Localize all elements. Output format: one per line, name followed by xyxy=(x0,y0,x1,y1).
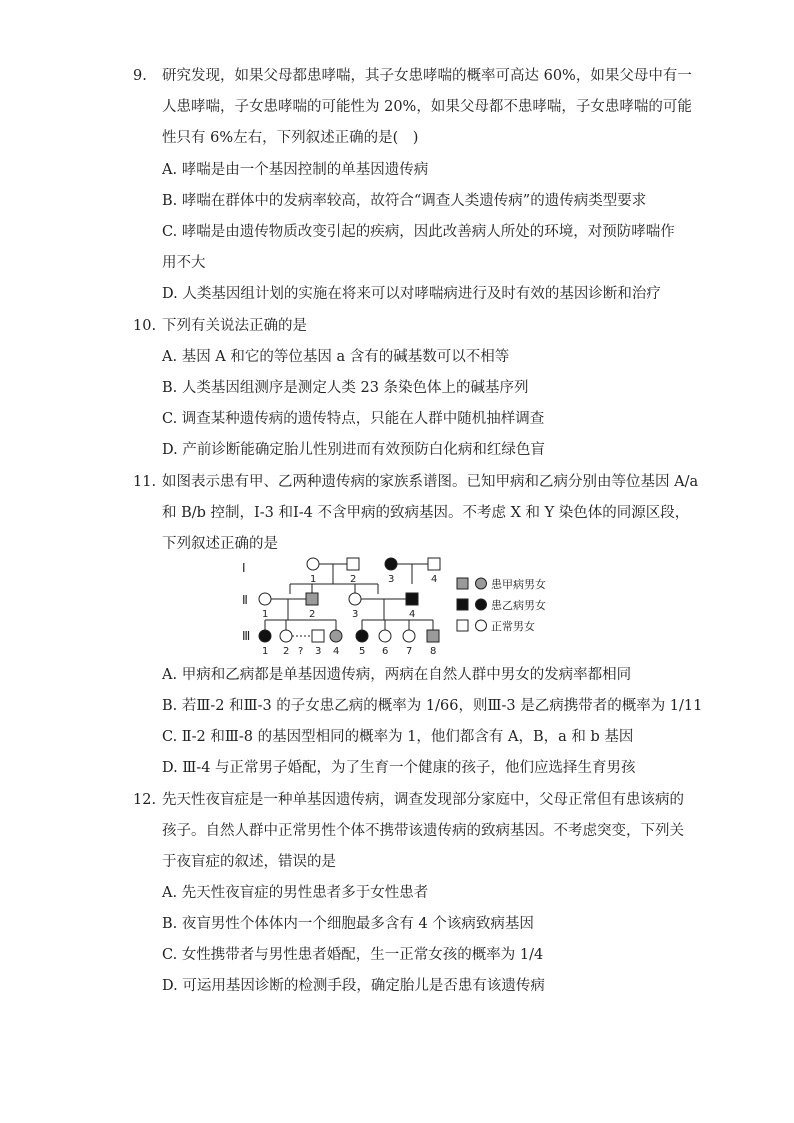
question-stem-line: 先天性夜盲症是一种单基因遗传病，调查发现部分家庭中，父母正常但有患该病的 xyxy=(162,792,684,808)
female-normal-symbol xyxy=(379,630,391,642)
question-stem-line: 如图表示患有甲、乙两种遗传病的家族系谱图。已知甲病和乙病分别由等位基因 A/a xyxy=(162,474,699,490)
female-normal-symbol xyxy=(349,593,361,605)
female-normal-symbol xyxy=(403,630,415,642)
legend-female-disease-b-symbol xyxy=(476,599,487,610)
individual-number: 7 xyxy=(406,646,413,657)
male-normal-symbol xyxy=(428,558,440,570)
generation-1 xyxy=(319,564,428,584)
generation-2 xyxy=(270,584,406,620)
question-stem-line: 性只有 6%左右，下列叙述正确的是( ) xyxy=(162,130,419,146)
option-d: D. 人类基因组计划的实施在将来可以对哮喘病进行及时有效的基因诊断和治疗 xyxy=(162,286,661,302)
generation-label: Ⅱ xyxy=(242,593,248,607)
individual-number: 4 xyxy=(333,646,340,657)
option-c: C. 哮喘是由遗传物质改变引起的疾病，因此改善病人所处的环境，对预防哮喘作 xyxy=(162,224,675,240)
option-c-continued: 用不大 xyxy=(162,255,206,271)
individual-number: 3 xyxy=(388,574,395,585)
individual-number: 5 xyxy=(359,646,366,657)
option-a: A. 甲病和乙病都是单基因遗传病，两病在自然人群中男女的发病率都相同 xyxy=(162,667,632,683)
option-b: B. 夜盲男性个体体内一个细胞最多含有 4 个该病致病基因 xyxy=(162,916,534,932)
generation-label: Ⅲ xyxy=(242,629,251,643)
individual-number: 3 xyxy=(315,646,322,657)
option-b: B. 若Ⅲ-2 和Ⅲ-3 的子女患乙病的概率为 1/66，则Ⅲ-3 是乙病携带者的概率为 1/11 xyxy=(162,698,703,714)
male-normal-symbol xyxy=(347,558,359,570)
option-c: C. 女性携带者与男性患者婚配，生一正常女孩的概率为 1/4 xyxy=(162,947,544,963)
female-normal-symbol xyxy=(259,593,271,605)
option-a: A. 先天性夜盲症的男性患者多于女性患者 xyxy=(162,885,429,901)
individual-number: 3 xyxy=(352,609,359,620)
male-disease-a-symbol xyxy=(306,593,318,605)
individual-number: 4 xyxy=(409,609,416,620)
individual-number: 1 xyxy=(262,646,269,657)
legend-female-normal-symbol xyxy=(476,620,487,631)
question-stem-line: 研究发现，如果父母都患哮喘，其子女患哮喘的概率可高达 60%，如果父母中有一 xyxy=(162,68,692,84)
female-disease-b-symbol xyxy=(356,630,368,642)
individual-number: 8 xyxy=(430,646,437,657)
question-stem-line: 人患哮喘，子女患哮喘的可能性为 20%，如果父母都不患哮喘，子女患哮喘的可能 xyxy=(162,99,692,115)
individual-number: 2 xyxy=(350,574,357,585)
individual-number: 2 xyxy=(283,646,290,657)
question-stem-line: 下列叙述正确的是 xyxy=(162,536,278,552)
legend-label: 患乙病男女 xyxy=(491,599,546,612)
option-c: C. 调查某种遗传病的遗传特点，只能在人群中随机抽样调查 xyxy=(162,411,545,427)
option-d: D. Ⅲ-4 与正常男子婚配，为了生育一个健康的孩子，他们应选择生育男孩 xyxy=(162,760,636,776)
legend-male-normal-symbol xyxy=(457,620,468,631)
pedigree-legend xyxy=(457,577,546,633)
male-disease-a-symbol xyxy=(427,630,439,642)
question-stem-line: 孩子。自然人群中正常男性个体不携带该遗传病的致病基因。不考虑突变，下列关 xyxy=(162,823,684,839)
question-number: 10. xyxy=(133,318,157,334)
question-stem-line: 和 B/b 控制，Ⅰ-3 和Ⅰ-4 不含甲病的致病基因。不考虑 X 和 Y 染色体的同源区段， xyxy=(162,505,690,521)
male-disease-b-symbol xyxy=(406,593,418,605)
legend-male-disease-b-symbol xyxy=(457,599,468,610)
individual-number: 1 xyxy=(310,574,317,585)
option-b: B. 哮喘在群体中的发病率较高，故符合“调查人类遗传病”的遗传病类型要求 xyxy=(162,193,647,209)
legend-female-disease-a-symbol xyxy=(476,578,487,589)
option-d: D. 可运用基因诊断的检测手段，确定胎儿是否患有该遗传病 xyxy=(162,978,545,994)
female-disease-b-symbol xyxy=(385,558,397,570)
legend-label: 正常男女 xyxy=(491,620,535,633)
question-number: 11. xyxy=(133,474,157,490)
option-a: A. 哮喘是由一个基因控制的单基因遗传病 xyxy=(162,162,429,178)
question-stem-line: 下列有关说法正确的是 xyxy=(162,318,307,334)
option-a: A. 基因 A 和它的等位基因 a 含有的碱基数可以不相等 xyxy=(162,349,510,365)
question-stem-line: 于夜盲症的叙述，错误的是 xyxy=(162,854,336,870)
legend-label: 患甲病男女 xyxy=(491,578,546,591)
question-mark: ? xyxy=(298,646,304,657)
female-normal-symbol xyxy=(280,630,292,642)
option-d: D. 产前诊断能确定胎儿性别进而有效预防白化病和红绿色盲 xyxy=(162,442,545,458)
legend-male-disease-a-symbol xyxy=(457,578,468,589)
individual-number: 1 xyxy=(262,609,269,620)
female-disease-a-symbol xyxy=(330,630,342,642)
question-number: 9. xyxy=(133,68,147,84)
male-normal-symbol xyxy=(312,630,324,642)
female-disease-b-symbol xyxy=(259,630,271,642)
individual-number: 6 xyxy=(382,646,389,657)
pedigree-diagram xyxy=(236,555,566,657)
individual-number: 4 xyxy=(431,574,438,585)
option-c: C. Ⅱ-2 和Ⅲ-8 的基因型相同的概率为 1，他们都含有 A，B，a 和 b 基因 xyxy=(162,729,634,745)
question-number: 12. xyxy=(133,792,157,808)
female-normal-symbol xyxy=(307,558,319,570)
individual-number: 2 xyxy=(309,609,316,620)
option-b: B. 人类基因组测序是测定人类 23 条染色体上的碱基序列 xyxy=(162,380,529,396)
generation-label: Ⅰ xyxy=(242,561,246,575)
